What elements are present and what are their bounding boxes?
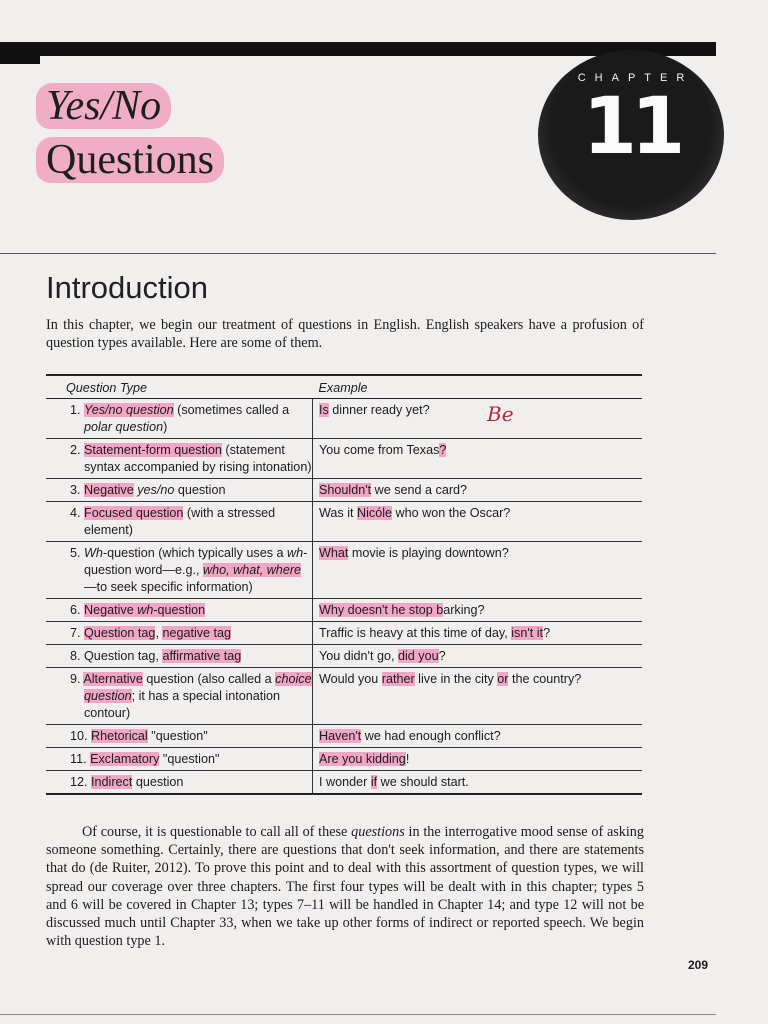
highlighted-text: Yes/no question — [84, 403, 174, 417]
footer-divider — [0, 1014, 716, 1015]
highlighted-text: Focused question — [84, 506, 184, 520]
highlighted-text: Shouldn't — [319, 483, 372, 497]
text-segment: —to seek specific information) — [84, 580, 253, 594]
example-cell — [313, 479, 643, 502]
text-segment: (sometimes called a — [173, 403, 290, 417]
question-type-cell — [46, 622, 313, 645]
table-row — [46, 645, 642, 668]
text-segment: , — [155, 626, 163, 640]
question-type-cell — [46, 645, 313, 668]
column-header-question-type: Question Type — [46, 375, 313, 399]
highlighted-text: Alternative — [83, 672, 143, 686]
highlighted-text: rather — [381, 672, 415, 686]
highlighted-text: -question — [153, 603, 206, 617]
intro-paragraph: In this chapter, we begin our treatment of questions in English. English speakers have a profusion of question types available. Here are some of them. — [46, 317, 644, 351]
row-number: 6. — [70, 603, 81, 617]
text-segment: "question" — [159, 752, 220, 766]
text-segment: Of course, it is questionable to call all of these — [82, 824, 352, 840]
question-type-cell — [46, 399, 313, 439]
row-number: 2. — [70, 443, 81, 457]
text-segment: Traffic is heavy at this time of day, — [319, 626, 512, 640]
text-segment: movie is playing downtown? — [348, 546, 509, 560]
text-segment: questions — [351, 824, 405, 840]
highlighted-text: or — [497, 672, 509, 686]
table-row — [46, 748, 642, 771]
example-cell — [313, 542, 643, 599]
highlighted-text: choice question — [84, 672, 312, 703]
table-row — [46, 439, 642, 479]
example-cell — [313, 748, 643, 771]
text-segment: yes/no — [137, 483, 175, 497]
example-cell — [313, 668, 643, 725]
text-segment: we should start. — [377, 775, 469, 789]
text-segment: You come from Texas — [319, 443, 440, 457]
question-type-cell — [46, 725, 313, 748]
row-number: 9. — [70, 672, 81, 686]
highlighted-text: Nicóle — [357, 506, 393, 520]
text-segment: live in the city — [414, 672, 498, 686]
row-number: 11. — [70, 752, 87, 766]
text-segment: ) — [163, 420, 168, 434]
chapter-label: CHAPTER — [577, 72, 694, 84]
example-cell — [313, 399, 643, 439]
row-number: 3. — [70, 483, 81, 497]
highlighted-text: Exclamatory — [90, 752, 160, 766]
text-segment: -question (which typically uses a — [102, 546, 287, 560]
row-number: 5. — [70, 546, 81, 560]
question-type-cell — [46, 599, 313, 622]
text-segment: in the interrogative mood sense of asking someone something. Certainly, there are questions that don't seek information, and there are statements that do (de Ruiter, 2012). To prove this point and to deal with this assortment of question types, we will spread our coverage over three chapters. The first four types will be dealt with in this chapter; types 5 and 6 will be covered in Chapter 13; types 7–11 will be handled in Chapter 14; and type 12 will not be discussed much until Chapter 33, when we take up other forms of indirect or reported speech. We begin with question type 1. — [46, 824, 644, 950]
highlighted-text: wh — [137, 603, 154, 617]
table-row — [46, 399, 642, 439]
text-segment: we send a card? — [371, 483, 468, 497]
question-type-cell — [46, 479, 313, 502]
text-segment: "question" — [147, 729, 208, 743]
text-segment: (statement syntax accompanied by rising intonation) — [84, 443, 312, 474]
highlighted-text: What — [319, 546, 349, 560]
question-type-cell — [46, 771, 313, 795]
text-segment: polar question — [84, 420, 164, 434]
text-segment: (with a stressed element) — [84, 506, 276, 537]
question-type-cell — [46, 748, 313, 771]
question-types-table — [46, 374, 642, 795]
row-number: 7. — [70, 626, 81, 640]
question-type-cell — [46, 439, 313, 479]
highlighted-text: if — [370, 775, 378, 789]
chapter-title-line2: Questions — [36, 137, 224, 183]
table-row — [46, 622, 642, 645]
text-segment: I wonder — [319, 775, 371, 789]
page-number: 209 — [688, 958, 709, 972]
highlighted-text: ? — [439, 443, 447, 457]
highlighted-text: did you — [397, 649, 439, 663]
text-segment: ; it has a special intonation contour) — [84, 689, 281, 720]
handwritten-note: Be — [487, 402, 514, 426]
text-segment: You didn't go, — [319, 649, 398, 663]
example-cell — [313, 439, 643, 479]
text-segment: question — [174, 483, 226, 497]
highlighted-text: Indirect — [91, 775, 133, 789]
chapter-number: 11 — [582, 82, 680, 172]
row-number: 4. — [70, 506, 81, 520]
highlighted-text: affirmative tag — [162, 649, 242, 663]
chapter-badge — [538, 50, 724, 220]
section-heading: Introduction — [46, 270, 208, 305]
text-segment: Wh — [84, 546, 103, 560]
text-segment: dinner ready yet? — [328, 403, 430, 417]
column-header-example: Example — [313, 375, 643, 399]
text-segment: ? — [543, 626, 551, 640]
text-segment: Was it — [319, 506, 358, 520]
question-type-cell — [46, 668, 313, 725]
highlighted-text: Are you kidding — [319, 752, 406, 766]
text-segment: Question tag, — [84, 649, 163, 663]
text-segment: the country? — [508, 672, 582, 686]
table-row — [46, 771, 642, 795]
highlighted-text: negative tag — [162, 626, 232, 640]
text-segment: ? — [438, 649, 446, 663]
highlighted-text: Negative — [84, 603, 138, 617]
example-cell — [313, 502, 643, 542]
example-cell — [313, 771, 643, 795]
highlighted-text: Haven't — [319, 729, 362, 743]
body-paragraph — [46, 823, 644, 950]
highlighted-text: Is — [319, 403, 329, 417]
text-segment: -question word—e.g., — [84, 546, 308, 577]
table-row — [46, 479, 642, 502]
example-cell — [313, 599, 643, 622]
text-segment: arking? — [443, 603, 485, 617]
question-type-cell — [46, 542, 313, 599]
highlighted-text: who, what, where — [203, 563, 302, 577]
row-number: 10. — [70, 729, 88, 743]
table-row — [46, 668, 642, 725]
example-cell — [313, 645, 643, 668]
highlighted-text: Rhetorical — [91, 729, 148, 743]
highlighted-text: Why doesn't he stop b — [319, 603, 444, 617]
text-segment: who won the Oscar? — [392, 506, 511, 520]
text-segment: question — [132, 775, 184, 789]
text-segment: Would you — [319, 672, 382, 686]
chapter-title — [36, 80, 224, 186]
text-segment: wh — [287, 546, 304, 560]
header-divider — [0, 253, 716, 254]
table-header-row — [46, 375, 642, 399]
row-number: 8. — [70, 649, 81, 663]
highlighted-text: Question tag — [84, 626, 156, 640]
table-row — [46, 599, 642, 622]
table-row — [46, 502, 642, 542]
text-segment: question (also called a — [142, 672, 276, 686]
example-cell — [313, 622, 643, 645]
question-type-cell — [46, 502, 313, 542]
highlighted-text: Negative — [84, 483, 134, 497]
table-row — [46, 725, 642, 748]
row-number: 12. — [70, 775, 88, 789]
table-row — [46, 542, 642, 599]
row-number: 1. — [70, 403, 81, 417]
highlighted-text: isn't it — [511, 626, 544, 640]
highlighted-text: Statement-form question — [84, 443, 222, 457]
text-segment: ! — [405, 752, 410, 766]
chapter-header-bar-tail — [0, 56, 40, 64]
chapter-title-line1: Yes/No — [36, 83, 171, 129]
example-cell — [313, 725, 643, 748]
text-segment: we had enough conflict? — [361, 729, 501, 743]
